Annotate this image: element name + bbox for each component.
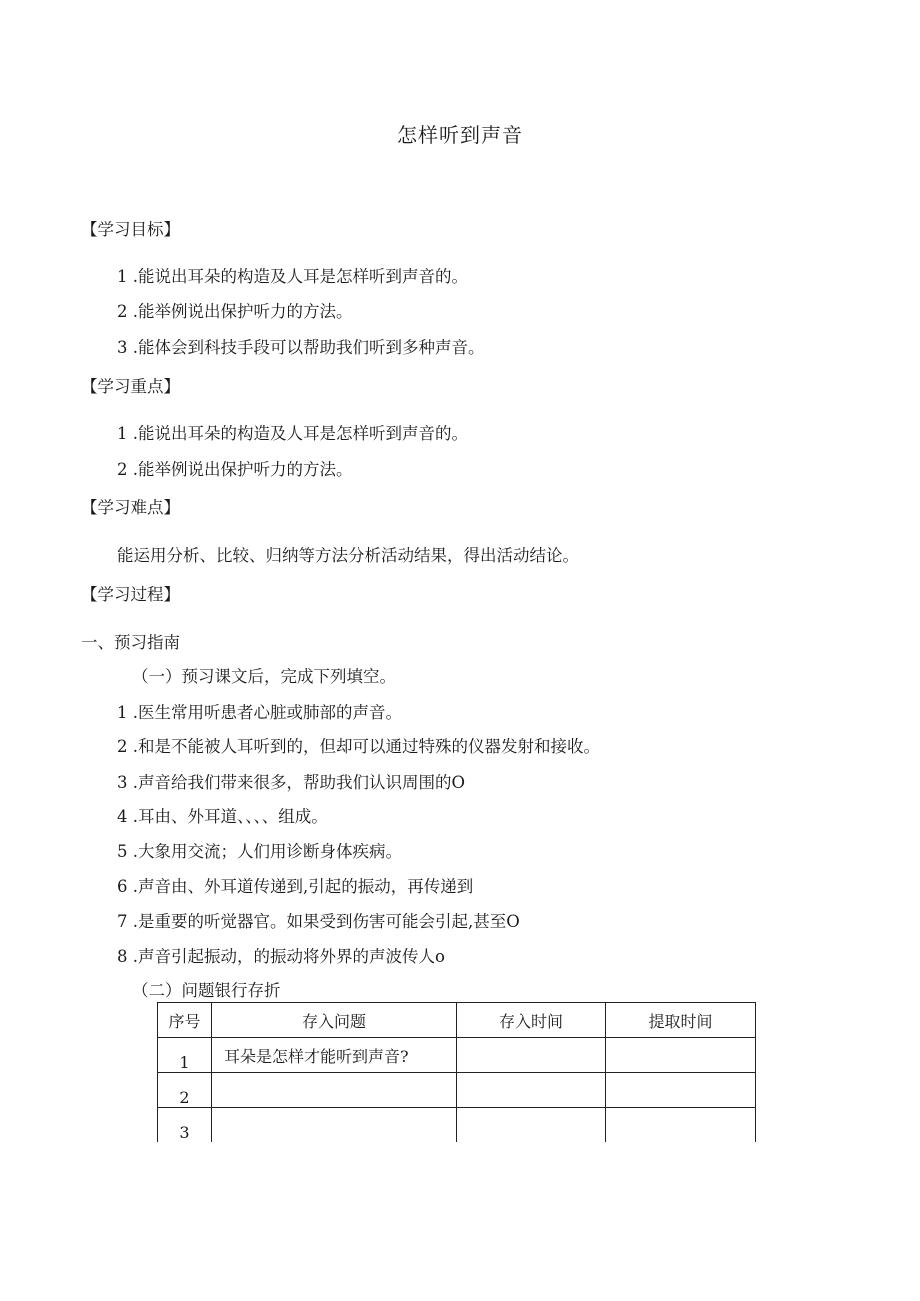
table-row: [158, 1108, 756, 1143]
objectives-heading: 【学习目标】: [81, 220, 180, 239]
table-header-row: [158, 1003, 756, 1038]
fill-blank-item: 8 .声音引起振动，的振动将外界的声波传人o: [117, 947, 445, 966]
subsection-heading: （二）问题银行存折: [132, 981, 281, 1000]
fill-blank-item: 4 .耳由、外耳道、、、、组成。: [117, 807, 328, 826]
row-index: 3: [158, 1108, 212, 1143]
fill-blank-item: 3 .声音给我们带来很多，帮助我们认识周围的O: [117, 773, 466, 792]
header-question: 存入问题: [212, 1003, 457, 1038]
header-deposit-time: 存入时间: [457, 1003, 606, 1038]
fill-blank-item: 2 .和是不能被人耳听到的，但却可以通过特殊的仪器发射和接收。: [117, 737, 600, 756]
objective-item: 3 .能体会到科技手段可以帮助我们听到多种声音。: [117, 338, 485, 357]
header-index: 序号: [158, 1003, 212, 1038]
table-row: [158, 1073, 756, 1108]
fill-blank-item: 6 .声音由、外耳道传递到,引起的振动，再传递到: [117, 877, 474, 896]
objective-item: 1 .能说出耳朵的构造及人耳是怎样听到声音的。: [117, 267, 468, 286]
key-points-heading: 【学习重点】: [81, 377, 180, 396]
question-bank-table: [157, 1002, 756, 1142]
subsection-heading: （一）预习课文后，完成下列填空。: [132, 667, 396, 686]
page-title: 怎样听到声音: [397, 123, 523, 147]
objective-item: 2 .能举例说出保护听力的方法。: [117, 302, 353, 321]
row-withdraw-time: [606, 1073, 756, 1108]
row-question: [212, 1108, 457, 1143]
process-heading: 【学习过程】: [81, 585, 180, 604]
row-question: [212, 1073, 457, 1108]
row-withdraw-time: [606, 1038, 756, 1073]
header-withdraw-time: 提取时间: [606, 1003, 756, 1038]
row-deposit-time: [457, 1108, 606, 1143]
row-index: 2: [158, 1073, 212, 1108]
key-point-item: 1 .能说出耳朵的构造及人耳是怎样听到声音的。: [117, 424, 468, 443]
section-heading: 一、预习指南: [81, 633, 180, 652]
table-row: [158, 1038, 756, 1073]
difficulties-heading: 【学习难点】: [81, 498, 180, 517]
row-question: 耳朵是怎样才能听到声音?: [212, 1038, 457, 1073]
row-deposit-time: [457, 1038, 606, 1073]
fill-blank-item: 5 .大象用交流；人们用诊断身体疾病。: [117, 842, 402, 861]
row-index: 1: [158, 1038, 212, 1073]
row-withdraw-time: [606, 1108, 756, 1143]
fill-blank-item: 1 .医生常用听患者心脏或肺部的声音。: [117, 703, 402, 722]
row-deposit-time: [457, 1073, 606, 1108]
difficulties-text: 能运用分析、比较、归纳等方法分析活动结果，得出活动结论。: [117, 546, 579, 565]
key-point-item: 2 .能举例说出保护听力的方法。: [117, 460, 353, 479]
fill-blank-item: 7 .是重要的听觉器官。如果受到伤害可能会引起,甚至O: [117, 912, 520, 931]
